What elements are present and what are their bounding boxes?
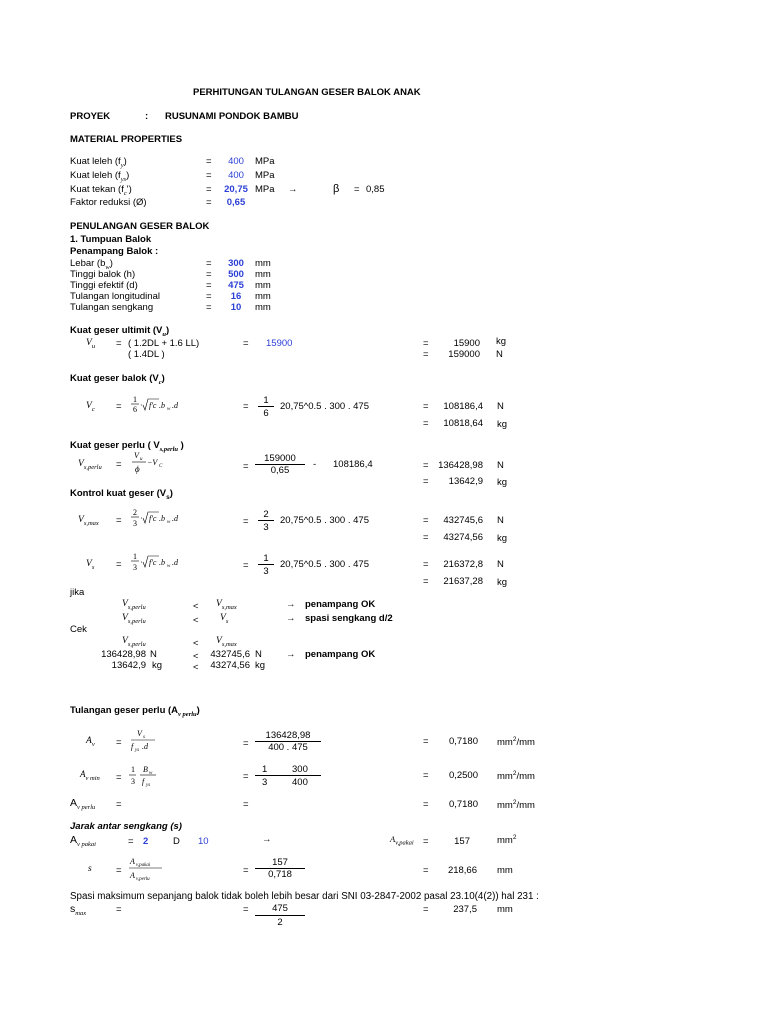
vsmax-formula [128, 506, 188, 532]
svg-text:.d: .d [172, 514, 178, 523]
svg-text:·: · [140, 514, 143, 523]
svg-text:6: 6 [133, 405, 137, 414]
fc-value: 20,75 [224, 184, 248, 195]
material-heading: MATERIAL PROPERTIES [70, 134, 183, 145]
proyek-sep: : [145, 111, 149, 122]
arrow-icon: → [286, 599, 296, 610]
svg-text:2: 2 [133, 508, 137, 517]
smax-symbol: $s_{max}$ [70, 903, 87, 918]
arrow-icon: → [262, 834, 272, 845]
vc-symbol: $V_c$ [86, 401, 95, 413]
beta-symbol: β [333, 183, 340, 195]
vu-symbol: $V_u$ [86, 338, 96, 350]
cek-label: Cek [70, 624, 87, 635]
avperlu-symbol: $A_{v perlu}$ [70, 797, 96, 812]
svg-text:A: A [130, 871, 135, 880]
svg-text:.b: .b [159, 401, 165, 410]
jika-label: jika [70, 587, 85, 598]
svg-text:f'c: f'c [149, 514, 157, 523]
svg-text:V: V [137, 729, 142, 738]
s-formula [128, 854, 168, 884]
vsmax-symbol: $V_{s,max}$ [78, 515, 99, 527]
svg-text:u: u [140, 457, 143, 462]
svg-text:f: f [131, 742, 134, 751]
vc-heading: Kuat geser balok $(V_c)$ [70, 373, 165, 386]
arrow-icon: → [288, 184, 298, 195]
svg-text:.d: .d [172, 558, 178, 567]
unit-mm2: $mm^2$ [497, 834, 517, 847]
subheading-penampang: Penampang Balok : [70, 246, 159, 257]
phi-value: 0,65 [226, 197, 246, 208]
vsperlu-symbol: $V_{s,perlu}$ [78, 459, 102, 471]
svg-text:.d: .d [172, 401, 178, 410]
svg-text:ys: ys [146, 783, 151, 788]
avpakai-symbol-2: $A_{v,pakai}$ [390, 834, 414, 847]
svg-text:·: · [140, 401, 143, 410]
page-title: PERHITUNGAN TULANGAN GESER BALOK ANAK [193, 87, 421, 98]
svg-text:1: 1 [133, 552, 137, 561]
vsperlu-formula [130, 450, 180, 478]
svg-text:f: f [142, 777, 145, 786]
vc-formula [128, 393, 188, 417]
avpakai-symbol: $A_{v pakai}$ [70, 834, 96, 849]
svg-text:.b: .b [159, 558, 165, 567]
fy-value: 400 [228, 156, 244, 167]
cek-right-symbol: $V_{s,max}$ [216, 636, 237, 648]
fys-value: 400 [228, 170, 244, 181]
svg-text:w: w [149, 771, 153, 776]
svg-text:.d: .d [142, 742, 148, 751]
avmin-symbol: $A_{v min}$ [80, 769, 100, 782]
proyek-label: PROYEK [70, 111, 111, 122]
svg-text:w: w [167, 520, 171, 525]
avmin-formula [128, 762, 162, 790]
svg-text:w: w [167, 564, 171, 569]
subheading-tumpuan: 1. Tumpuan Balok [70, 234, 152, 245]
av-symbol: $A_v$ [86, 736, 95, 748]
svg-text:ys: ys [135, 748, 140, 753]
unit-mm2-mm: $mm^2/mm$ [497, 736, 535, 749]
s-symbol: s [88, 864, 92, 874]
svg-text:v,pakai: v,pakai [136, 863, 151, 868]
vu-input-value: 15900 [266, 338, 293, 349]
diameter-value: 10 [198, 836, 209, 847]
svg-text:V: V [134, 451, 139, 460]
svg-text:s: s [143, 735, 145, 740]
spasi-note: Spasi maksimum sepanjang balok tidak boleh lebih besar dari SNI 03-2847-2002 pasal 23.10(4(2)) hal 231 : [70, 891, 539, 902]
av-heading: Tulangan geser perlu $(A_{v perlu})$ [70, 705, 200, 718]
kontrol-heading: Kontrol kuat geser $(V_s)$ [70, 488, 173, 501]
av-formula [130, 727, 160, 755]
svg-text:1: 1 [133, 395, 137, 404]
vsperlu-heading: Kuat geser perlu ( $V_{s,perlu}$ ) [70, 440, 184, 453]
svg-text:w: w [167, 407, 171, 412]
svg-text:A: A [130, 857, 135, 866]
jumlah-kaki-value: 2 [143, 836, 149, 847]
vu-heading: Kuat geser ultimit $(V_u)$ [70, 325, 170, 338]
svg-text:C: C [159, 464, 163, 469]
penulangan-heading: PENULANGAN GESER BALOK [70, 221, 210, 232]
cek-left-symbol: $V_{s,perlu}$ [122, 636, 146, 648]
vs-symbol: $V_s$ [86, 559, 95, 571]
svg-text:3: 3 [133, 563, 137, 572]
svg-text:f'c: f'c [149, 558, 157, 567]
unit-mm2-mm: $mm^2/mm$ [497, 770, 535, 783]
svg-text:−V: −V [147, 458, 158, 467]
svg-text:v,perlu: v,perlu [136, 877, 150, 882]
svg-text:3: 3 [133, 519, 137, 528]
proyek-value: RUSUNAMI PONDOK BAMBU [165, 111, 299, 122]
svg-text:3: 3 [131, 777, 135, 786]
svg-text:ϕ: ϕ [135, 464, 140, 474]
vs-formula [128, 550, 188, 576]
unit-mm2-mm: $mm^2/mm$ [497, 799, 535, 812]
arrow-icon: → [286, 613, 296, 624]
beta-value: 0,85 [366, 184, 385, 195]
svg-text:·: · [140, 558, 143, 567]
svg-text:B: B [143, 765, 148, 774]
arrow-icon: → [286, 649, 296, 660]
svg-text:f'c: f'c [149, 401, 157, 410]
svg-text:1: 1 [131, 765, 135, 774]
jarak-heading: Jarak antar sengkang (s) [70, 821, 182, 832]
svg-text:.b: .b [159, 514, 165, 523]
